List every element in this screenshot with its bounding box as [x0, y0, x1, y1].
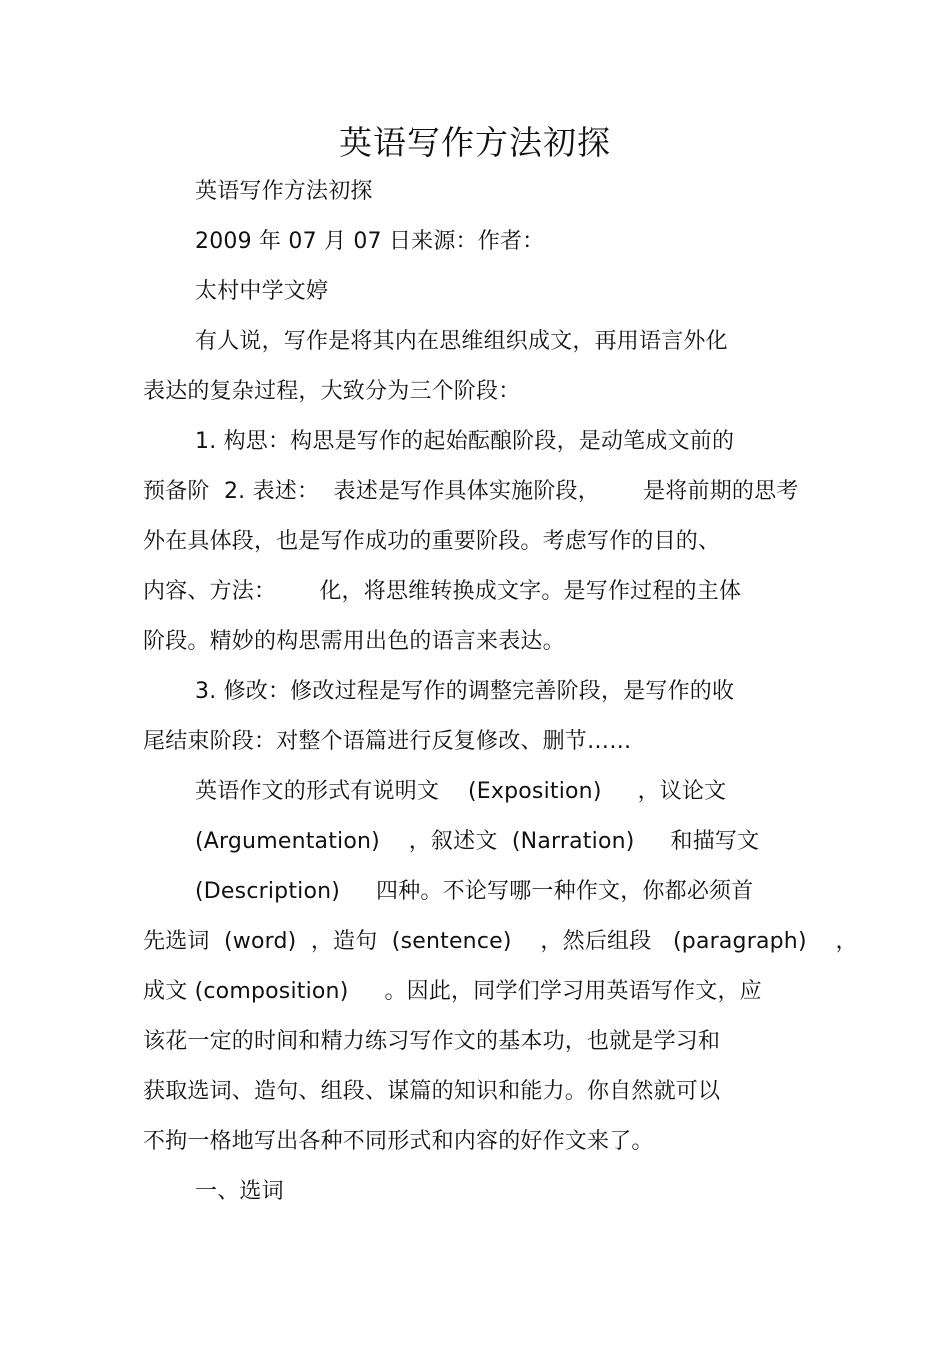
paragraph-line: 阶段。精妙的构思需用出色的语言来表达。	[143, 629, 565, 654]
date-source-line: 2009 年 07 月 07 日来源：作者：	[195, 229, 545, 254]
paragraph-line: 获取选词、造句、组段、谋篇的知识和能力。你自然就可以	[143, 1079, 721, 1104]
paragraph-line: 该花一定的时间和精力练习写作文的基本功，也就是学习和	[143, 1029, 721, 1054]
document-title: 英语写作方法初探	[339, 123, 611, 162]
paragraph-line: 先选词 (word) ，造句 (sentence) ，然后组段 (paragraph) ，	[143, 929, 858, 954]
paragraph-line: 英语作文的形式有说明文 (Exposition) ，议论文	[195, 779, 727, 804]
paragraph-line: 有人说，写作是将其内在思维组织成文，再用语言外化	[195, 329, 728, 354]
paragraph-line: 1. 构思：构思是写作的起始酝酿阶段，是动笔成文前的	[195, 429, 735, 454]
paragraph-line: 不拘一格地写出各种不同形式和内容的好作文来了。	[143, 1129, 654, 1154]
paragraph-line: (Description) 四种。不论写哪一种作文，你都必须首	[195, 879, 754, 904]
paragraph-line: 预备阶 2. 表述： 表述是写作具体实施阶段， 是将前期的思考	[143, 479, 799, 504]
section-heading: 一、选词	[195, 1179, 284, 1204]
paragraph-line: 3. 修改：修改过程是写作的调整完善阶段，是写作的收	[195, 679, 735, 704]
paragraph-line: 成文 (composition) 。因此，同学们学习用英语写作文，应	[143, 979, 762, 1004]
paragraph-line: 外在具体段，也是写作成功的重要阶段。考虑写作的目的、	[143, 529, 721, 554]
author-line: 太村中学文婷	[195, 279, 329, 304]
paragraph-line: 内容、方法： 化，将思维转换成文字。是写作过程的主体	[143, 579, 742, 604]
subtitle-line: 英语写作方法初探	[195, 179, 373, 204]
paragraph-line: (Argumentation) ，叙述文 (Narration) 和描写文	[195, 829, 760, 854]
paragraph-line: 尾结束阶段：对整个语篇进行反复修改、删节……	[143, 729, 632, 754]
paragraph-line: 表达的复杂过程，大致分为三个阶段：	[143, 379, 521, 404]
